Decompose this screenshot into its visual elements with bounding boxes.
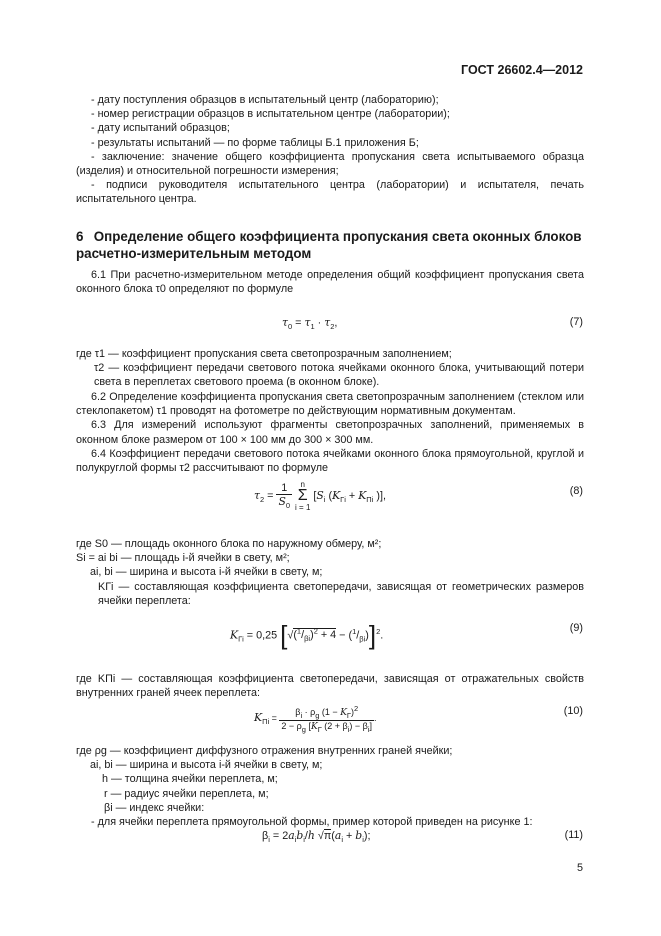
formula-8-number: (8) <box>569 485 583 497</box>
definition-kp-block <box>76 672 584 700</box>
list-item: - номер регистрации образцов в испытательном центре (лаборатории); <box>91 108 450 121</box>
list-item: - дату поступления образцов в испытательный центр (лабораторию); <box>91 94 439 106</box>
section-heading <box>76 228 584 262</box>
paragraph-6-2: 6.2 Определение коэффициента пропускания света светопрозрачным заполнением (стеклом или стеклопакетом) τ1 проводят на фотометре по действующим нормативным документам. <box>76 391 584 418</box>
list-item: - подписи руководителя испытательного центра (лаборатории) и испытателя, печать испытательного центра. <box>76 179 584 206</box>
definitions-formula-10 <box>76 744 584 829</box>
paragraph-6-1 <box>76 268 584 296</box>
definition-h: h — толщина ячейки переплета, м; <box>102 773 278 786</box>
formula-11: $\beta_i = 2a_ib_i/h$ $√\pi(a_i + b_i)$; <box>262 829 371 845</box>
definitions-formula-8 <box>76 537 584 608</box>
list-item: - заключение: значение общего коэффициента пропускания света испытываемого образца (изделия) и относительной погрешности измерения; <box>76 150 584 178</box>
definition-ai-bi: ai, bi — ширина и высота i-й ячейки в свету, м; <box>90 566 323 579</box>
section-number: 6 <box>76 229 84 244</box>
document-header: ГОСТ 26602.4—2012 <box>461 63 583 77</box>
list-item: - дату испытаний образцов; <box>91 122 230 135</box>
definition-r: r — радиус ячейки переплета, м; <box>104 787 269 800</box>
definition-tau2: τ2 — коэффициент передачи светового потока ячейками оконного блока, учитывающий потери света в переплетах светового проема (в оконном блоке). <box>94 362 584 389</box>
definition-ai-bi-2: ai, bi — ширина и высота i-й ячейки в свету, м; <box>90 759 323 772</box>
formula-7: $\tau_0 = \tau_1 \cdot \tau_2$, <box>282 316 338 332</box>
paragraph-text: 6.1 При расчетно-измерительном методе определения общий коэффициент пропускания света оконного блока τ0 определяют по формуле <box>76 269 584 296</box>
definition-kg: KГi — составляющая коэффициента светопередачи, зависящая от геометрических размеров ячейки переплета: <box>98 580 584 607</box>
definition-kp: где KПi — составляющая коэффициента светопередачи, зависящая от отражательных свойств внутренних граней ячеек переплета: <box>76 673 584 700</box>
rect-cell-intro: - для ячейки переплета прямоугольной формы, пример которой приведен на рисунке 1: <box>91 816 533 829</box>
report-contents-list <box>76 93 584 207</box>
formula-8: $\tau_2$ = $\frac{1}{S_0}$ n Σ i = 1 [$S_i$ ($K_{Гi} + K_{Пi}$ )], <box>254 480 386 512</box>
definition-beta: βi — индекс ячейки: <box>104 801 205 814</box>
formula-10: $K_{Пi}$ = $\frac{\beta_i \cdot \rho_g (1 - K_Г)^2}{2 - \rho_g [K_Г (2 + \beta_i) - \beta_i]}$ . <box>254 704 377 734</box>
formula-9: $K_{Гi} = 0,25$ $[√(^1/_{\beta i})^2 + 4 - (^1/_{\beta i})]^2$. <box>230 620 384 650</box>
formula-7-number: (7) <box>569 316 583 328</box>
section-title: Определение общего коэффициента пропускания света оконных блоков расчетно-измерительным методом <box>76 229 582 261</box>
paragraphs-6-2-6-4 <box>76 390 584 475</box>
formula-10-number: (10) <box>563 705 583 717</box>
paragraph-6-3: 6.3 Для измерений используют фрагменты светопрозрачных заполнений, применяемых в оконном блоке размером от 100 × 100 мм до 300 × 300 мм. <box>76 419 584 446</box>
page-number: 5 <box>576 862 583 874</box>
list-item: - результаты испытаний — по форме таблицы Б.1 приложения Б; <box>91 136 419 149</box>
paragraph-6-4: 6.4 Коэффициент передачи светового потока ячейками оконного блока прямоугольной, круглой и полукруглой формы τ2 рассчитывают по формуле <box>76 447 584 475</box>
definitions-formula-7 <box>76 347 584 390</box>
definition-s0: где S0 — площадь оконного блока по наружному обмеру, м²; <box>76 538 382 550</box>
formula-9-number: (9) <box>569 622 583 634</box>
definition-si: Si = ai bi — площадь i-й ячейки в свету, м²; <box>76 552 290 565</box>
definition-rho: где ρg — коэффициент диффузного отражения внутренних граней ячейки; <box>76 745 453 757</box>
formula-11-number: (11) <box>564 829 583 841</box>
definition-tau1: где τ1 — коэффициент пропускания света светопрозрачным заполнением; <box>76 348 452 360</box>
